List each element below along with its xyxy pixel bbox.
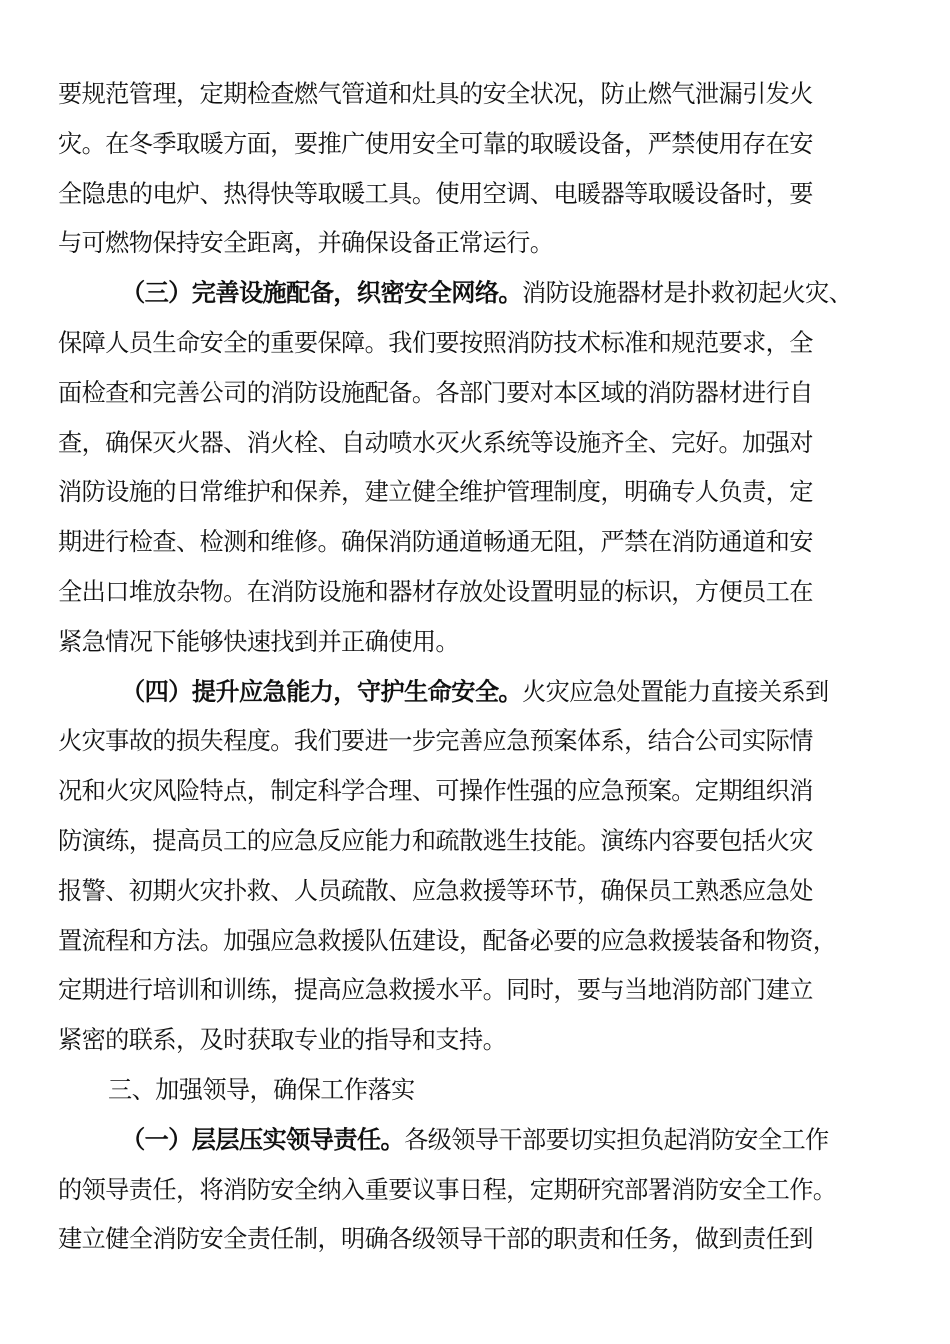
text-run: 消防设施器材是扑救初起火灾、 xyxy=(522,279,853,308)
paragraph-facilities xyxy=(58,269,898,667)
text-line: 定期进行培训和训练，提高应急救援水平。同时，要与当地消防部门建立 xyxy=(58,976,813,1005)
text-line: 保障人员生命安全的重要保障。我们要按照消防技术标准和规范要求，全 xyxy=(58,328,813,357)
text-line: 火灾事故的损失程度。我们要进一步完善应急预案体系，结合公司实际情 xyxy=(58,727,813,756)
subsection-heading: （三）完善设施配备，织密安全网络。 xyxy=(121,279,522,308)
text-line: 的领导责任，将消防安全纳入重要议事日程，定期研究部署消防安全工作。 xyxy=(58,1175,837,1204)
paragraph-gas-heating xyxy=(58,70,898,269)
text-line: 期进行检查、检测和维修。确保消防通道畅通无阻，严禁在消防通道和安 xyxy=(58,528,813,557)
paragraph-emergency xyxy=(58,668,898,1066)
subsection-heading: （一）层层压实领导责任。 xyxy=(121,1125,405,1154)
text-line xyxy=(58,269,898,319)
text-line: 全隐患的电炉、热得快等取暖工具。使用空调、电暖器等取暖设备时，要 xyxy=(58,179,813,208)
section-heading-text: 三、加强领导，确保工作落实 xyxy=(108,1075,415,1104)
text-line: 紧密的联系，及时获取专业的指导和支持。 xyxy=(58,1026,507,1055)
text-line: 全出口堆放杂物。在消防设施和器材存放处设置明显的标识，方便员工在 xyxy=(58,577,813,606)
text-line: 报警、初期火灾扑救、人员疏散、应急救援等环节，确保员工熟悉应急处 xyxy=(58,876,813,905)
section-heading xyxy=(58,1066,898,1116)
text-line xyxy=(58,668,898,718)
text-run: 火灾应急处置能力直接关系到 xyxy=(522,677,829,706)
text-line: 灾。在冬季取暖方面，要推广使用安全可靠的取暖设备，严禁使用存在安 xyxy=(58,129,813,158)
paragraph-leadership xyxy=(58,1116,898,1265)
text-line: 与可燃物保持安全距离，并确保设备正常运行。 xyxy=(58,229,554,258)
text-line: 要规范管理，定期检查燃气管道和灶具的安全状况，防止燃气泄漏引发火 xyxy=(58,80,813,108)
text-line: 消防设施的日常维护和保养，建立健全维护管理制度，明确专人负责，定 xyxy=(58,478,813,507)
document-page xyxy=(58,70,898,1265)
text-line: 况和火灾风险特点，制定科学合理、可操作性强的应急预案。定期组织消 xyxy=(58,777,813,806)
text-line: 置流程和方法。加强应急救援队伍建设，配备必要的应急救援装备和物资， xyxy=(58,926,837,955)
text-run: 各级领导干部要切实担负起消防安全工作 xyxy=(404,1125,829,1154)
text-line: 查，确保灭火器、消火栓、自动喷水灭火系统等设施齐全、完好。加强对 xyxy=(58,428,813,457)
text-line: 防演练，提高员工的应急反应能力和疏散逃生技能。演练内容要包括火灾 xyxy=(58,826,813,855)
text-line xyxy=(58,1116,898,1166)
text-line: 建立健全消防安全责任制，明确各级领导干部的职责和任务，做到责任到 xyxy=(58,1225,813,1254)
subsection-heading: （四）提升应急能力，守护生命安全。 xyxy=(121,677,522,706)
text-line: 紧急情况下能够快速找到并正确使用。 xyxy=(58,627,459,656)
text-line: 面检查和完善公司的消防设施配备。各部门要对本区域的消防器材进行自 xyxy=(58,378,813,407)
